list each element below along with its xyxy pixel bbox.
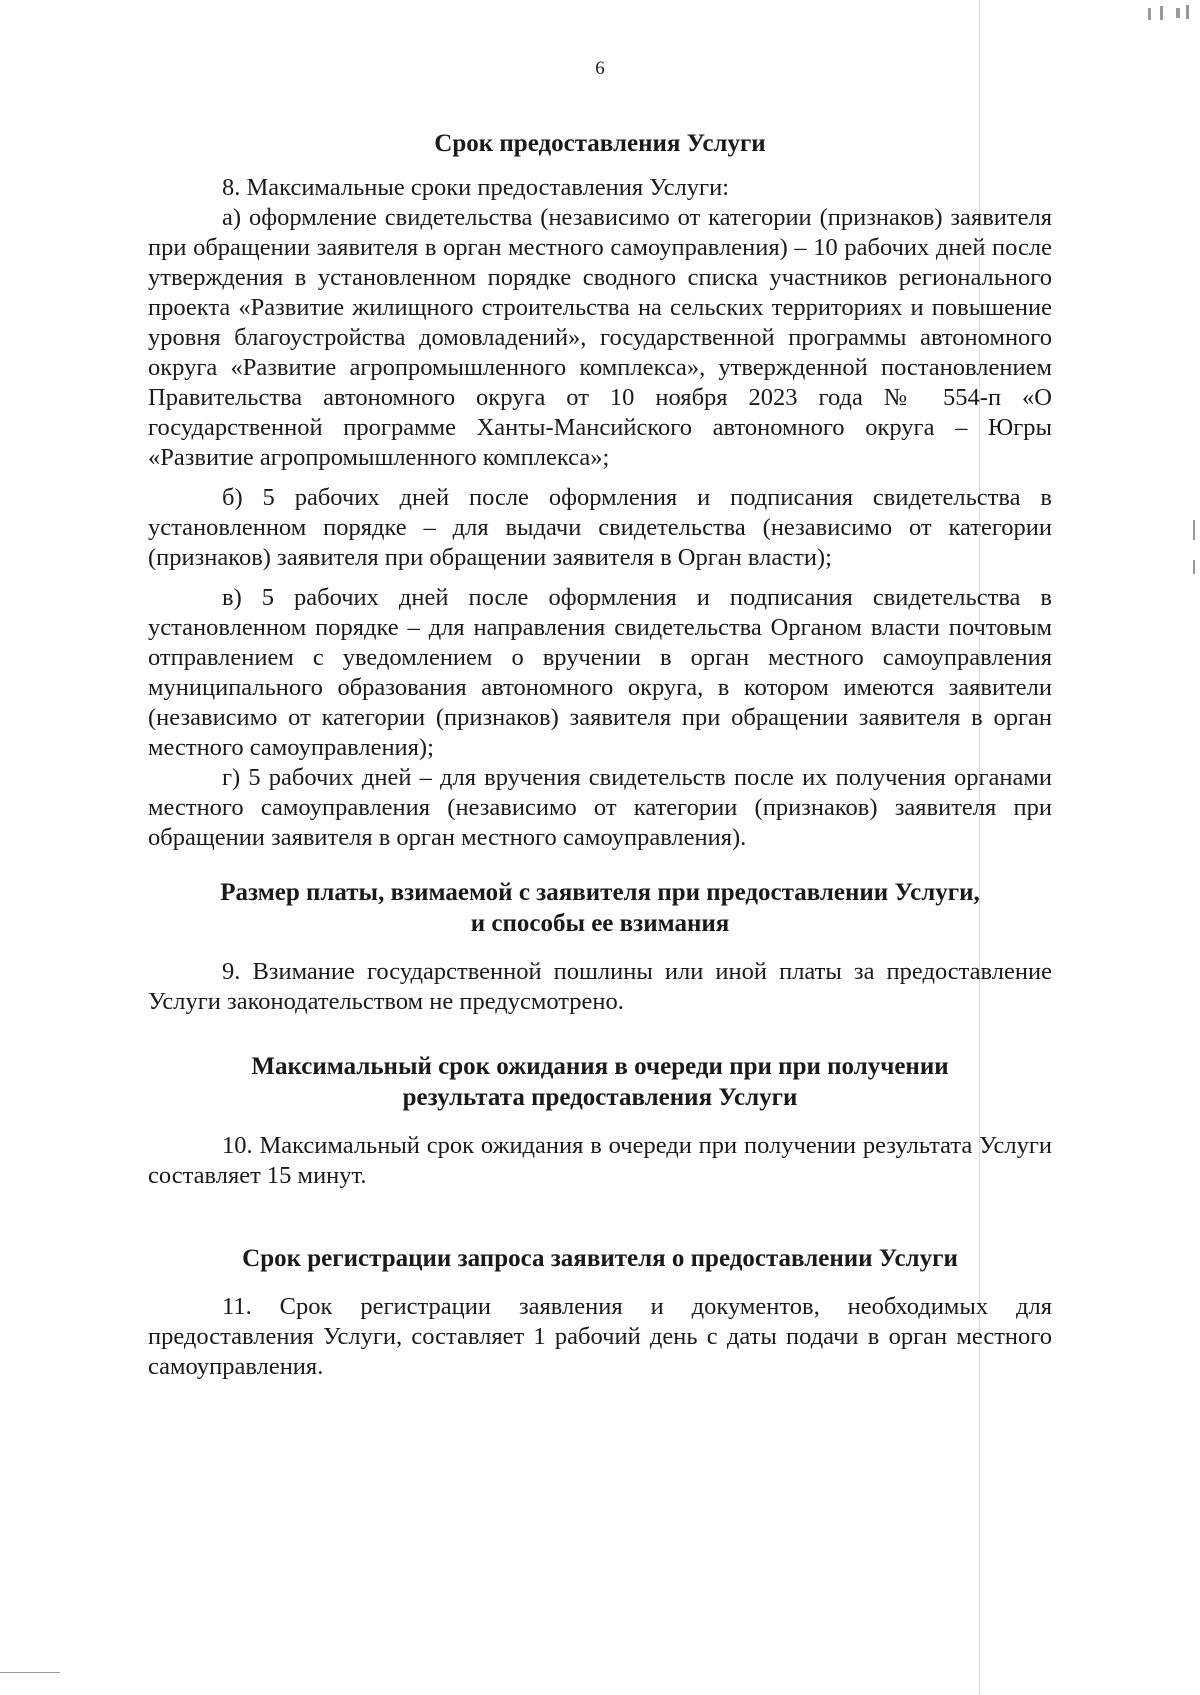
scanner-edge-mark <box>1160 6 1163 20</box>
section-heading-registration: Срок регистрации запроса заявителя о предоставлении Услуги <box>242 1245 958 1272</box>
section-heading-fee-line2: и способы ее взимания <box>470 910 730 937</box>
scanner-edge-mark <box>1193 520 1195 540</box>
document-body <box>148 128 1052 1382</box>
scanner-edge-mark <box>1176 8 1180 18</box>
section-heading-queue-line1: Максимальный срок ожидания в очереди при при получении <box>251 1053 949 1080</box>
paragraph-8v: в) 5 рабочих дней после оформления и подписания свидетельства в установленном порядке – для направления свидетельства Органом власти почтовым отправлением с уведомлением о вручении в орган местного самоуправления муниципального образования автономного округа, в котором имеются заявители (независимо от категории (признаков) заявителя при обращении заявителя в орган местного самоуправления); <box>148 584 1052 761</box>
page-number: 6 <box>595 58 605 79</box>
scanner-edge-mark <box>1193 560 1195 574</box>
paragraph-8g: г) 5 рабочих дней – для вручения свидетельств после их получения органами местного самоуправления (независимо от категории (признаков) заявителя при обращении заявителя в орган местного самоуправления). <box>148 764 1052 851</box>
section-heading-fee <box>148 877 1052 939</box>
scanner-edge-mark <box>0 1672 60 1673</box>
paragraph-8a: а) оформление свидетельства (независимо от категории (признаков) заявителя при обращении заявителя в орган местного самоуправления) – 10 рабочих дней после утверждения в установленном порядке сводного списка участников регионального проекта «Развитие жилищного строительства на сельских территориях и повышение уровня благоустройства домовладений», государственной программы автономного округа «Развитие агропромышленного комплекса», утвержденной постановлением Правительства автономного округа от 10 ноября 2023 года № 554-п «О государственной программе Ханты-Мансийского автономного округа – Югры «Развитие агропромышленного комплекса»; <box>148 204 1052 471</box>
paragraph-8b: б) 5 рабочих дней после оформления и подписания свидетельства в установленном порядке – для выдачи свидетельства (независимо от категории (признаков) заявителя при обращении заявителя в Орган власти); <box>148 484 1052 571</box>
section-heading-fee-line1: Размер платы, взимаемой с заявителя при предоставлении Услуги, <box>220 879 980 906</box>
paragraph-11: 11. Срок регистрации заявления и документов, необходимых для предоставления Услуги, составляет 1 рабочий день с даты подачи в орган местного самоуправления. <box>148 1293 1052 1380</box>
paragraph-8: 8. Максимальные сроки предоставления Услуги: <box>222 174 730 201</box>
section-heading-queue-line2: результата предоставления Услуги <box>402 1084 798 1111</box>
scanner-edge-mark <box>1148 8 1151 20</box>
section-heading-queue <box>148 1051 1052 1113</box>
scanner-edge-mark <box>1186 5 1189 19</box>
paragraph-10: 10. Максимальный срок ожидания в очереди при получении результата Услуги составляет 15 минут. <box>148 1132 1052 1189</box>
paragraph-9: 9. Взимание государственной пошлины или иной платы за предоставление Услуги законодательством не предусмотрено. <box>148 958 1052 1015</box>
section-heading-deadline: Срок предоставления Услуги <box>434 130 766 157</box>
